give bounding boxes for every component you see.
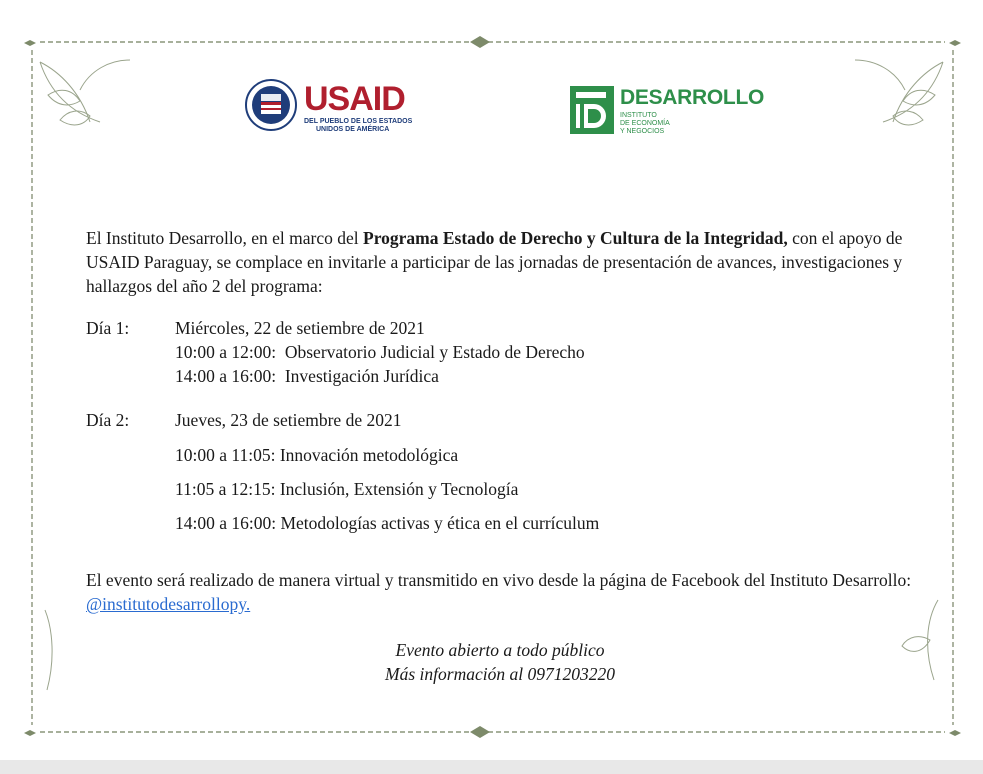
day2-session-3: 14:00 a 16:00: Metodologías activas y ética en el currículum: [175, 513, 600, 533]
intro-text-end: con el apoyo de USAID Paraguay, se complace en invitarle a participar de las jornadas de presentación de avances, investigaciones y hallazgos del año 2 del programa:: [86, 228, 903, 296]
usaid-tagline-line1: DEL PUEBLO DE LOS ESTADOS: [304, 118, 413, 125]
day2-session-1: 10:00 a 11:05: Innovación metodológica: [175, 445, 459, 465]
facebook-link[interactable]: @institutodesarrollopy.: [86, 594, 251, 614]
day2-session-2: 11:05 a 12:15: Inclusión, Extensión y Tecnología: [175, 479, 519, 499]
day1-session-2: 14:00 a 16:00: Investigación Jurídica: [175, 366, 439, 386]
day1-date: Miércoles, 22 de setiembre de 2021: [175, 318, 425, 338]
desarrollo-sub-line2: DE ECONOMÍA: [620, 120, 670, 127]
desarrollo-sub-line3: Y NEGOCIOS: [620, 128, 665, 135]
desarrollo-mark-icon: [570, 86, 614, 134]
intro-paragraph: [86, 226, 916, 298]
footer-text: El evento será realizado de manera virtual y transmitido en vivo desde la página de Facebook del Instituto Desarrollo:: [86, 570, 912, 590]
day1-label: Día 1:: [86, 318, 130, 338]
day2-label: Día 2:: [86, 410, 130, 430]
desarrollo-logo: [570, 84, 770, 144]
intro-text-start: El Instituto Desarrollo, en el marco del: [86, 228, 364, 248]
desarrollo-subtitle: [620, 112, 740, 136]
usaid-seal-icon: [244, 78, 298, 132]
usaid-tagline-line2: UNIDOS DE AMÉRICA: [316, 126, 390, 133]
closing-line-2: Más información al 0971203220: [385, 664, 615, 684]
day1-session-1: 10:00 a 12:00: Observatorio Judicial y Estado de Derecho: [175, 342, 585, 362]
desarrollo-wordmark: DESARROLLO: [620, 86, 765, 109]
usaid-tagline: [304, 118, 434, 134]
closing-line-1: Evento abierto a todo público: [395, 640, 605, 660]
bottom-margin: [0, 760, 983, 774]
footer-paragraph: [86, 568, 916, 616]
usaid-logo: [244, 76, 424, 140]
desarrollo-sub-line1: INSTITUTO: [620, 112, 657, 119]
usaid-wordmark: USAID: [304, 80, 405, 118]
day2-date: Jueves, 23 de setiembre de 2021: [175, 410, 402, 430]
program-name: Programa Estado de Derecho y Cultura de la Integridad,: [363, 228, 788, 248]
